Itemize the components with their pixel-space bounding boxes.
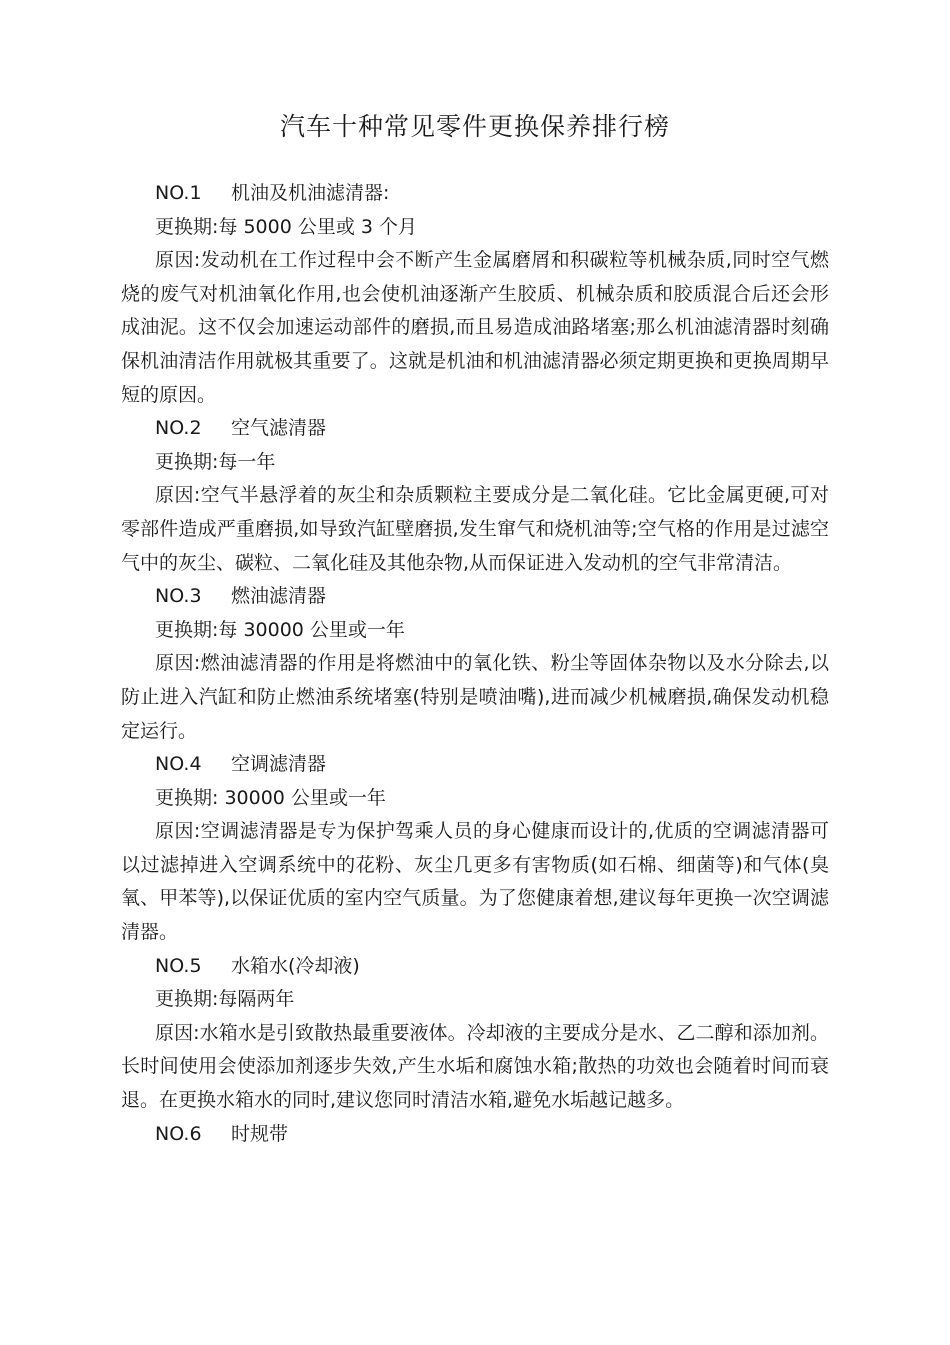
replacement-period: 更换期:每 5000 公里或 3 个月 (155, 215, 418, 238)
section-number: NO.2 (155, 417, 202, 440)
section-number: NO.1 (155, 182, 202, 204)
document-body (121, 177, 829, 1151)
reason-paragraph: 原因:燃油滤清器的作用是将燃油中的氧化铁、粉尘等固体杂物以及水分除去,以防止进入汽缸和防止燃油系统堵塞(特别是喷油嘴),进而减少机械磨损,确保发动机稳定运行。 (121, 652, 829, 742)
reason-paragraph: 原因:水箱水是引致散热最重要液体。冷却液的主要成分是水、乙二醇和添加剂。长时间使用会使添加剂逐步失效,产生水垢和腐蚀水箱;散热的功效也会随着时间而衰退。在更换水箱水的同时,建议您同时清洁水箱,避免水垢越记越多。 (121, 1021, 829, 1112)
section-5 (121, 950, 829, 1118)
replacement-period: 更换期:每 30000 公里或一年 (155, 618, 405, 641)
section-number: NO.5 (155, 954, 202, 977)
section-number: NO.3 (155, 585, 202, 608)
reason-paragraph: 原因:空气半悬浮着的灰尘和杂质颗粒主要成分是二氧化硅。它比金属更硬,可对零部件造成严重磨损,如导致汽缸壁磨损,发生窜气和烧机油等;空气格的作用是过滤空气中的灰尘、碳粒、二氧化硅及其他杂物,从而保证进入发动机的空气非常清洁。 (121, 484, 829, 574)
section-name: 机油及机油滤清器: (231, 182, 390, 204)
section-1 (121, 177, 829, 412)
section-heading (121, 580, 829, 614)
section-heading (121, 748, 829, 782)
section-name: 空调滤清器 (231, 753, 327, 776)
section-name: 燃油滤清器 (231, 585, 327, 608)
section-4 (121, 748, 829, 950)
section-name: 空气滤清器 (231, 417, 327, 440)
section-name: 水箱水(冷却液) (231, 954, 360, 977)
section-heading (121, 177, 829, 211)
replacement-period: 更换期:每一年 (155, 450, 276, 473)
document-title: 汽车十种常见零件更换保养排行榜 (279, 112, 670, 141)
reason-paragraph: 原因:发动机在工作过程中会不断产生金属磨屑和积碳粒等机械杂质,同时空气燃烧的废气对机油氧化作用,也会使机油逐渐产生胶质、机械杂质和胶质混合后还会形成油泥。这不仅会加速运动部件的磨损,而且易造成油路堵塞;那么机油滤清器时刻确保机油清洁作用就极其重要了。这就是机油和机油滤清器必须定期更换和更换周期早短的原因。 (121, 249, 829, 406)
section-number: NO.4 (155, 753, 202, 776)
section-2 (121, 412, 829, 580)
section-heading (121, 1118, 829, 1152)
replacement-period: 更换期: 30000 公里或一年 (155, 786, 386, 809)
section-heading (121, 950, 829, 984)
section-name: 时规带 (231, 1122, 289, 1145)
reason-paragraph: 原因:空调滤清器是专为保护驾乘人员的身心健康而设计的,优质的空调滤清器可以过滤掉进入空调系统中的花粉、灰尘几更多有害物质(如石棉、细菌等)和气体(臭氧、甲苯等),以保证优质的室内空气质量。为了您健康着想,建议每年更换一次空调滤清器。 (121, 820, 829, 944)
section-number: NO.6 (155, 1122, 202, 1145)
section-heading (121, 412, 829, 446)
section-3 (121, 580, 829, 748)
replacement-period: 更换期:每隔两年 (155, 988, 295, 1011)
section-6 (121, 1118, 829, 1152)
